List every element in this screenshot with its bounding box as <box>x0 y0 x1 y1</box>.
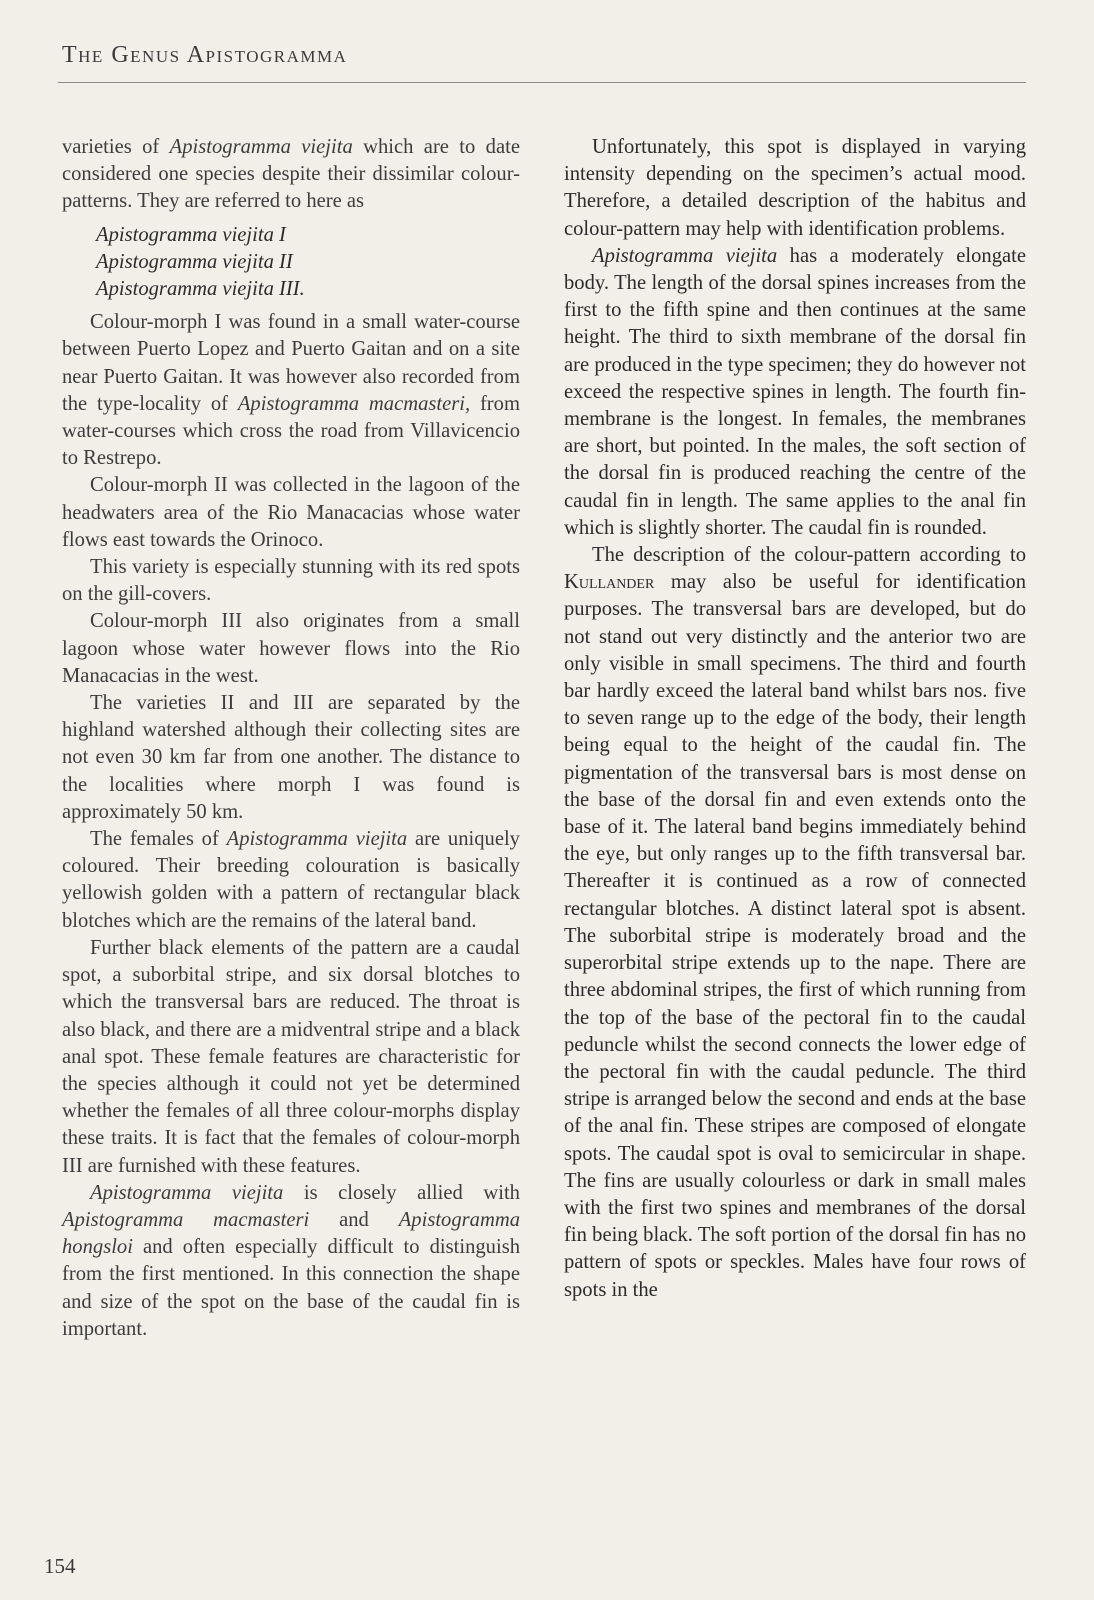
text-span: The description of the colour-pattern according to <box>592 544 1026 567</box>
paragraph: Colour-morph III also originates from a small lagoon whose water however flows into the Rio Manacacias in the west. <box>62 610 520 687</box>
species-name: Apistogramma hongsloi <box>62 1208 520 1259</box>
species-name: Apistogramma viejita <box>90 1181 284 1204</box>
running-header <box>58 38 1026 83</box>
text-span: which are to date considered one species despite their dissimilar colour-patterns. They are referred to here as <box>62 136 520 213</box>
paragraph <box>62 826 520 935</box>
text-span: is closely allied with <box>283 1181 520 1204</box>
paragraph: Further black elements of the pattern are a caudal spot, a suborbital stripe, and six dorsal blotches to which the transversal bars are reduced. The throat is also black, and there are a midventral stripe and a black anal spot. These female features are characteristic for the species although it could not yet be determined whether the females of all three colour-morphs display these traits. It is fact that the females of colour-morph III are furnished with these features. <box>62 936 521 1177</box>
species-list-item: Apistogramma viejita I <box>96 223 286 246</box>
paragraph: This variety is especially stunning with its red spots on the gill-covers. <box>62 556 520 606</box>
author-name: Kullander <box>564 571 655 594</box>
paragraph <box>564 542 1026 1304</box>
species-name: Apistogramma macmasteri <box>62 1208 310 1231</box>
text-span: from water-courses which cross the road from Villavicencio to Restrepo. <box>62 392 520 470</box>
paragraph: Colour-morph II was collected in the lagoon of the headwaters area of the Rio Manacacias whose water flows east towards the Orinoco. <box>62 474 520 551</box>
species-name: Apistogramma viejita <box>226 828 408 851</box>
species-name: Apistogramma macmasteri, <box>237 392 471 415</box>
text-span: Colour-morph I was found in a small water-course between Puerto Lopez and Puerto Gaitan and on a site near Puerto Gaitan. It was however also recorded from the type-locality of <box>62 311 520 415</box>
paragraph <box>564 243 1026 542</box>
right-text-column <box>564 134 1026 1304</box>
species-list-item: Apistogramma viejita II <box>96 250 293 273</box>
species-name: Apistogramma viejita <box>169 136 353 158</box>
left-text-column <box>62 134 520 1343</box>
paragraph <box>62 134 520 216</box>
species-name: Apistogramma viejita <box>592 244 778 267</box>
species-list-item: Apistogramma viejita III. <box>96 278 305 301</box>
paragraph: Unfortunately, this spot is displayed in varying intensity depending on the specimen’s actual mood. Therefore, a detailed description of the habitus and colour-pattern may help with identification problems. <box>564 136 1026 240</box>
paragraph <box>62 1180 520 1343</box>
text-span: The females of <box>90 828 227 851</box>
text-span: varieties of <box>62 136 170 158</box>
text-span: has a moderately elongate body. The length of the dorsal spines increases from the first to the fifth spine and then continues at the same height. The third to sixth membrane of the dorsal fin are produced in the type specimen; they do however not exceed the respective spines in length. The fourth fin-membrane is the longest. In females, the membranes are short, but pointed. In the males, the soft section of the dorsal fin is produced reaching the centre of the caudal fin in length. The same applies to the anal fin which is slightly shorter. The caudal fin is rounded. <box>564 244 1026 539</box>
text-span: are uniquely coloured. Their breeding colouration is basically yellowish golden with a pattern of rectangular black blotches which are the remains of the lateral band. <box>62 828 520 932</box>
text-span: and often especially difficult to distinguish from the first mentioned. In this connection the shape and size of the spot on the base of the caudal fin is important. <box>62 1236 520 1340</box>
paragraph: The varieties II and III are separated by the highland watershed although their collecting sites are not even 30 km far from one another. The distance to the localities where morph I was found is approximately 50 km. <box>62 692 520 823</box>
species-list <box>96 222 520 304</box>
paragraph <box>62 309 520 472</box>
text-span: and <box>309 1208 399 1231</box>
page-number: 154 <box>44 1554 76 1578</box>
running-header-title: The Genus Apistogramma <box>62 42 348 68</box>
text-span: may also be useful for identification purposes. The transversal bars are developed, but do not stand out very distinctly and the anterior two are only visible in small specimens. The third and fourth bar hardly exceed the lateral band whilst bars nos. five to seven range up to the edge of the body, their length being equal to the height of the caudal fin. The pigmentation of the transversal bars is most dense on the base of the dorsal fin and even extends onto the base of it. The lateral band begins immediately behind the eye, but only ranges up to the fifth transversal bar. Thereafter it is continued as a row of connected rectangular blotches. A distinct lateral spot is absent. The suborbital stripe is moderately broad and the superorbital stripe extends up to the nape. There are three abdominal stripes, the first of which running from the top of the base of the pectoral fin to the caudal peduncle whilst the second connects the lower edge of the pectoral fin with the caudal peduncle. The third stripe is arranged below the second and ends at the base of the anal fin. These stripes are composed of elongate spots. The caudal spot is oval to semicircular in shape. The fins are usually colourless or dark in small males with the first two spines and membranes of the dorsal fin being black. The soft portion of the dorsal fin has no pattern of spots or speckles. Males have four rows of spots in the <box>564 571 1026 1301</box>
